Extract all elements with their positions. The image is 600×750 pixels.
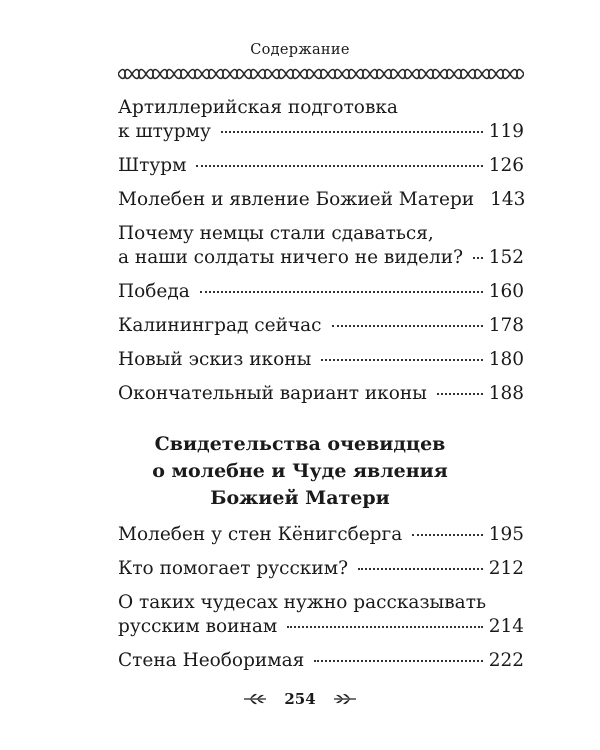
sprig-left-icon: [242, 692, 268, 706]
dot-leader: [321, 359, 482, 361]
sprig-right-icon: [332, 692, 358, 706]
toc-entry: [118, 280, 524, 304]
dot-leader: [412, 534, 482, 536]
section-heading-line: Свидетельства очевидцев: [154, 433, 446, 455]
toc-entry-page: 212: [488, 558, 524, 579]
section-heading: [0, 431, 600, 512]
toc-entry-row: [118, 615, 524, 639]
toc-entry: [118, 314, 524, 338]
toc-entry: [118, 523, 524, 547]
toc-entry-title: Калининград сейчас: [118, 315, 322, 336]
toc-entry: [118, 382, 524, 406]
toc-entry-title: Штурм: [118, 155, 187, 176]
toc-entry-page: 152: [488, 247, 524, 268]
toc-entry-title: Кто помогает русским?: [118, 558, 349, 579]
toc-entry: [118, 188, 524, 212]
toc-entry-page: 222: [488, 650, 524, 671]
dot-leader: [200, 291, 483, 293]
toc-entry-page: 180: [488, 349, 524, 370]
toc-entry-page: 188: [488, 383, 524, 404]
toc-entry-title: Стена Необоримая: [118, 650, 305, 671]
dot-leader: [437, 393, 483, 395]
section-heading-line: о молебне и Чуде явления: [152, 460, 448, 482]
dot-leader: [332, 325, 483, 327]
toc-list-bottom: [118, 523, 524, 683]
dot-leader: [358, 568, 483, 570]
toc-entry-page: 195: [488, 524, 524, 545]
dot-leader: [287, 626, 482, 628]
dot-leader: [221, 131, 483, 133]
toc-entry-title-line: Артиллерийская подготовка: [118, 97, 398, 118]
dot-leader: [473, 257, 483, 259]
toc-entry: [118, 649, 524, 673]
toc-entry-row: [118, 120, 524, 144]
toc-entry-row: [118, 649, 524, 673]
toc-entry-title-line: Почему немцы стали сдаваться,: [118, 223, 434, 244]
page-number: 254: [284, 690, 316, 708]
toc-entry-row: [118, 280, 524, 304]
toc-entry: [118, 591, 524, 639]
running-header: Содержание: [250, 42, 350, 58]
dot-leader: [314, 660, 482, 662]
ornament-divider: [118, 68, 524, 80]
toc-entry: [118, 222, 524, 270]
dot-leader: [196, 165, 482, 167]
toc-entry-page: 119: [488, 121, 524, 142]
toc-entry-page: 126: [488, 155, 524, 176]
toc-entry-row: [118, 188, 524, 212]
toc-entry-row: [118, 348, 524, 372]
section-heading-line: Божией Матери: [210, 487, 390, 509]
toc-list-top: [118, 96, 524, 416]
toc-entry-page: 143: [490, 189, 526, 210]
toc-entry-row: [118, 314, 524, 338]
toc-entry-title: русским воинам: [118, 616, 278, 637]
toc-entry-title: Окончательный вариант иконы: [118, 383, 427, 404]
toc-entry-row: [118, 154, 524, 178]
toc-entry: [118, 96, 524, 144]
toc-entry-row: [118, 246, 524, 270]
toc-entry: [118, 348, 524, 372]
toc-entry-title: Молебен у стен Кёнигсберга: [118, 524, 403, 545]
toc-entry: [118, 557, 524, 581]
toc-entry-row: [118, 557, 524, 581]
toc-entry-row: [118, 523, 524, 547]
toc-entry-title: к штурму: [118, 121, 211, 142]
toc-entry-row: [118, 382, 524, 406]
toc-entry-title: Молебен и явление Божией Матери: [118, 189, 475, 210]
toc-entry-title: Победа: [118, 281, 190, 302]
toc-entry: [118, 154, 524, 178]
toc-entry-page: 214: [488, 616, 524, 637]
page-footer: [0, 690, 600, 708]
toc-entry-title: Новый эскиз иконы: [118, 349, 312, 370]
toc-entry-page: 160: [488, 281, 524, 302]
toc-entry-page: 178: [488, 315, 524, 336]
toc-entry-title: а наши солдаты ничего не видели?: [118, 247, 463, 268]
toc-entry-title-line: О таких чудесах нужно рассказывать: [118, 592, 487, 613]
